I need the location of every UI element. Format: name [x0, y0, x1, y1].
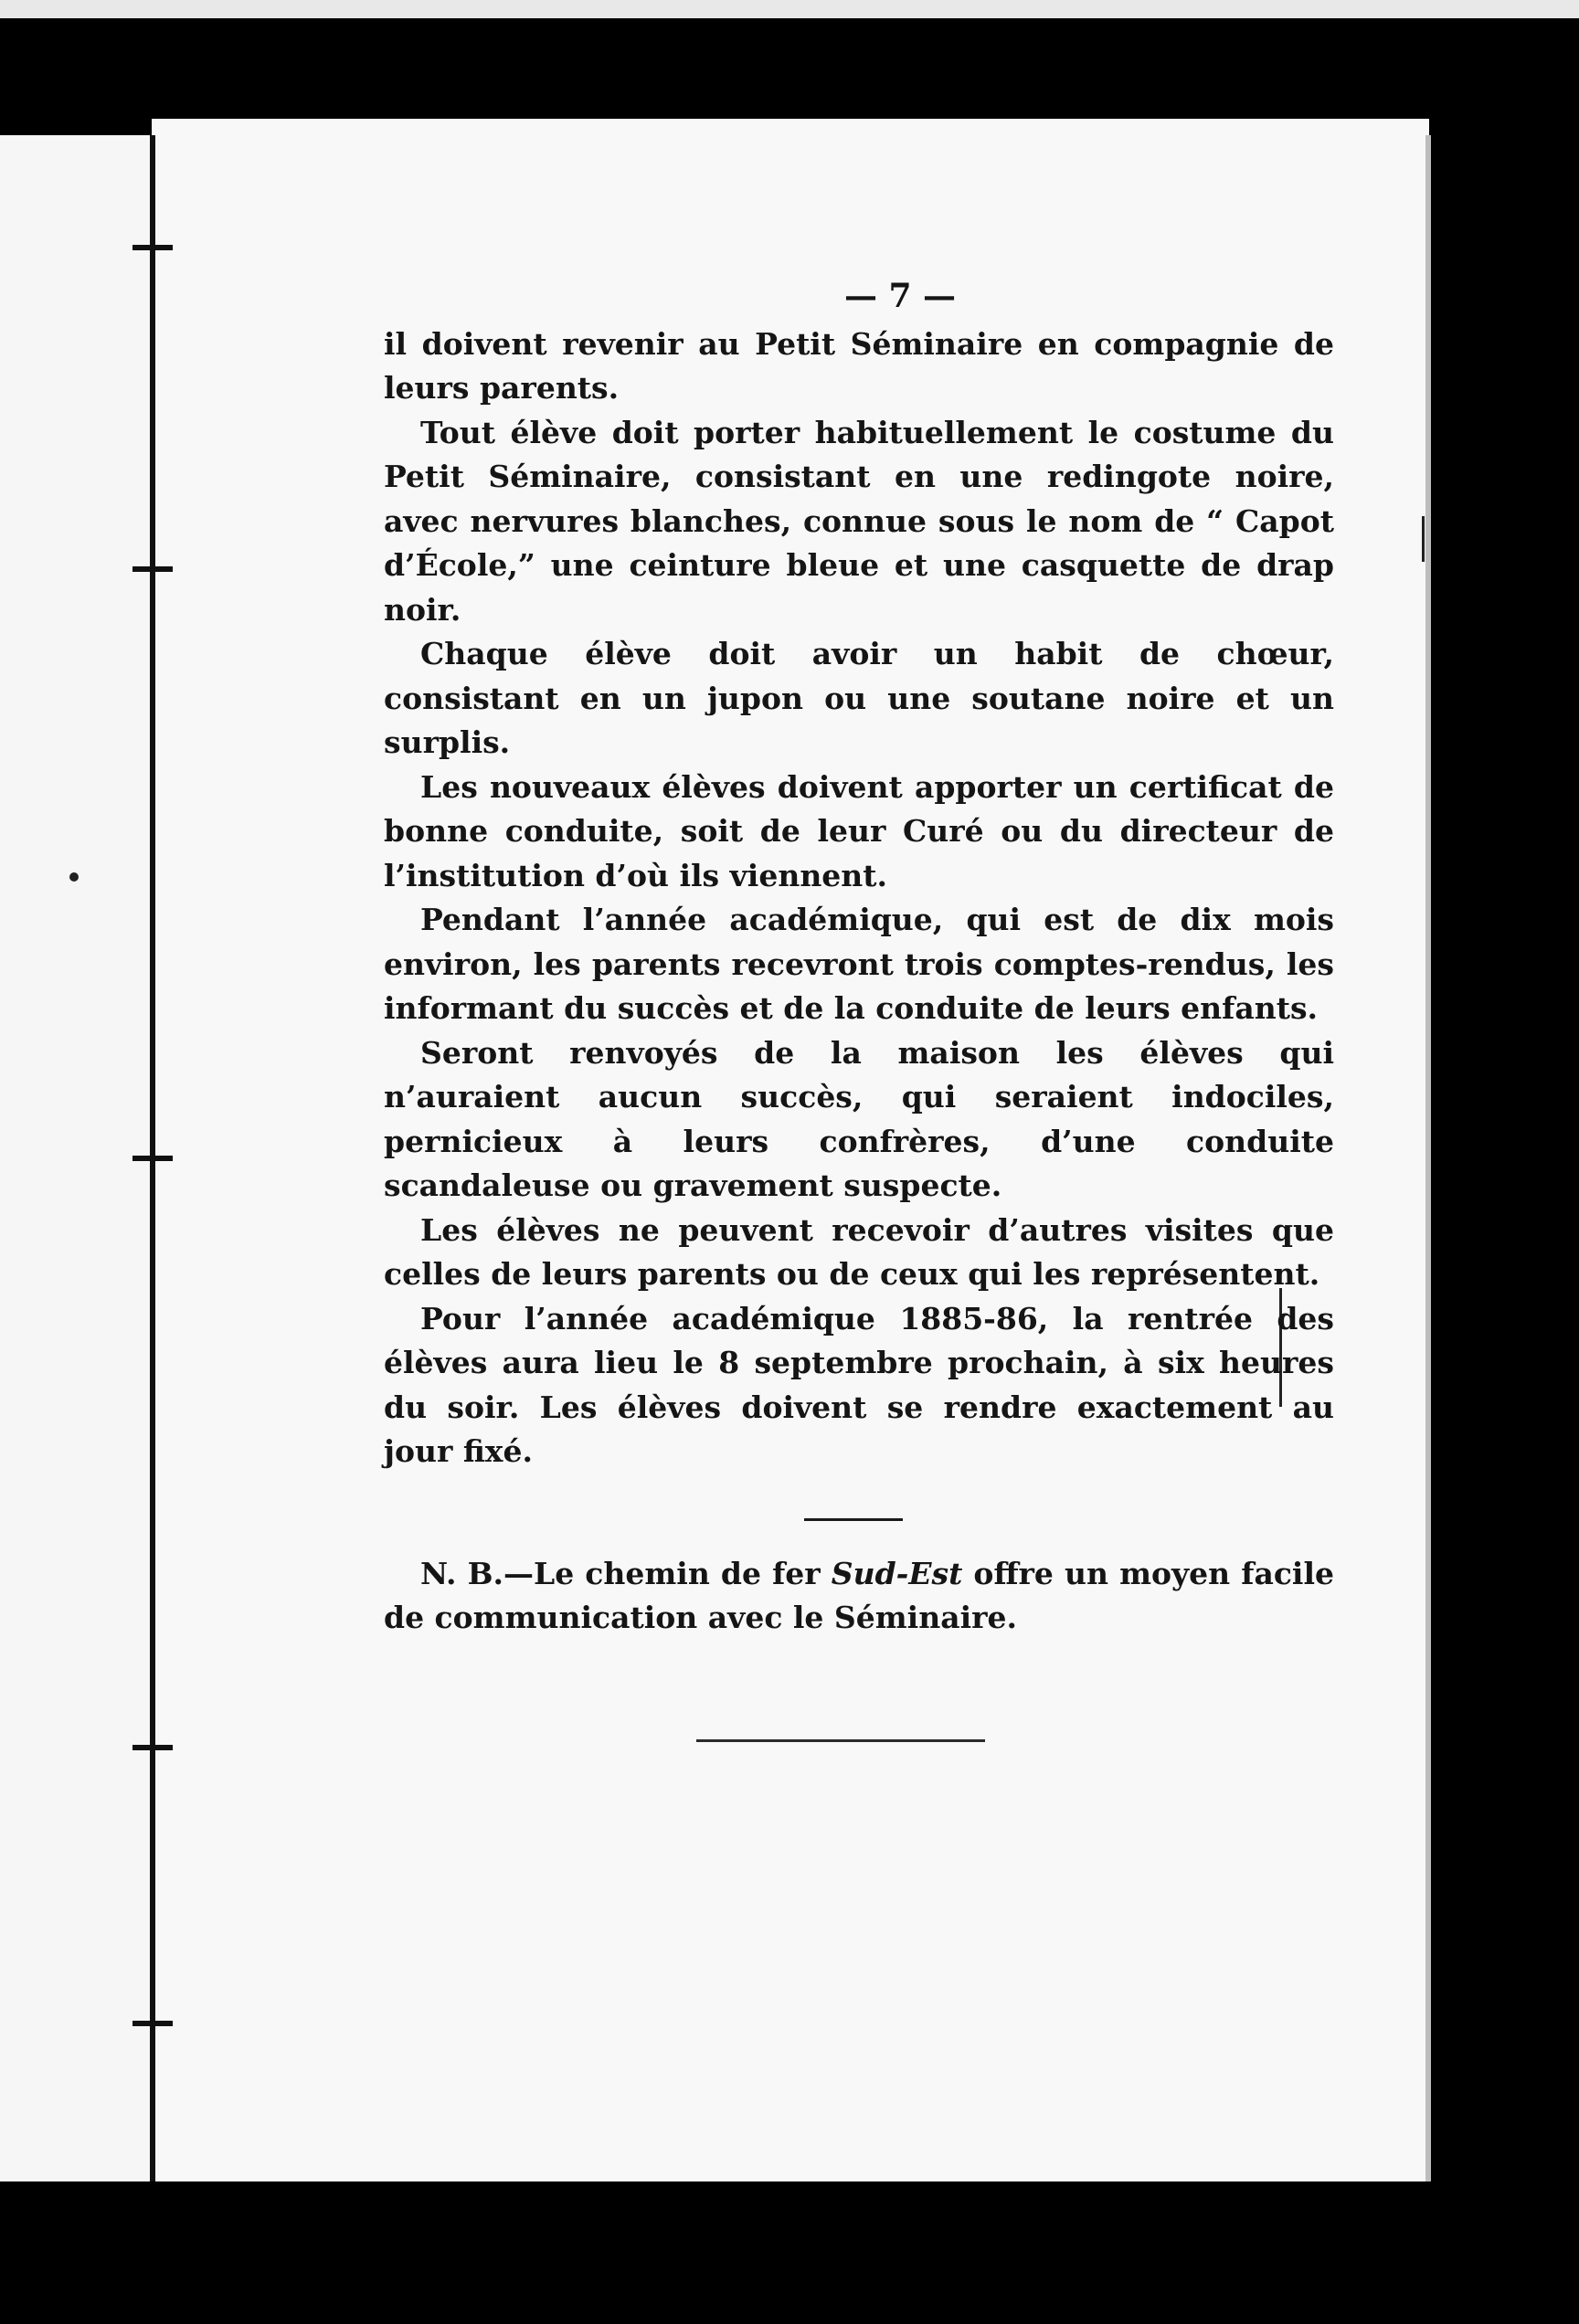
- paragraph-costume: Tout élève doit porter habituellement le costume du Petit Séminaire, consistant en une redingote noire, avec nervures blanches, connue sous le nom de “ Capot d’École,” une ceinture bleue et une casquette de drap noir.: [384, 414, 1334, 628]
- paragraph-1: il doivent revenir au Petit Séminaire en compagnie de leurs parents.: [384, 325, 1334, 406]
- paragraph-visits: Les élèves ne peuvent recevoir d’autres visites que celles de leurs parents ou de ceux qui les représentent.: [384, 1211, 1334, 1292]
- binding-tick: [132, 2021, 173, 2026]
- page-right-edge: [1425, 135, 1431, 2181]
- note-railway-name: Sud-Est: [831, 1555, 963, 1591]
- ink-blot: [69, 872, 79, 882]
- paragraph-reports: Pendant l’année académique, qui est de dix mois environ, les parents recevront trois comptes-rendus, les informant du succès et de la conduite de leurs enfants.: [384, 902, 1334, 1026]
- page-number: — 7 —: [843, 277, 957, 315]
- separator-rule-lower: [696, 1739, 985, 1742]
- note-suffix: offre un moyen facile de communication avec le Séminaire.: [384, 1555, 1335, 1635]
- paragraph-return-date: Pour l’année académique 1885-86, la rentrée des élèves aura lieu le 8 septembre prochain, à six heures du soir. Les élèves doivent se rendre exactement au jour fixé.: [384, 1300, 1334, 1469]
- note-railway: [384, 1552, 1334, 1641]
- paragraph-dismissal: Seront renvoyés de la maison les élèves qui n’auraient aucun succès, qui seraient indociles, pernicieux à leurs confrères, d’une conduite scandaleuse ou gravement suspecte.: [384, 1034, 1334, 1203]
- binding-tick: [132, 1156, 173, 1161]
- note-prefix: N. B.—Le chemin de fer: [420, 1555, 832, 1591]
- page-text: [384, 274, 1334, 1641]
- paragraph-choir-habit: Chaque élève doit avoir un habit de chœur, consistant en un jupon ou une soutane noire et un surplis.: [384, 636, 1334, 760]
- ink-stroke: [1422, 516, 1425, 562]
- binding-tick: [132, 1745, 173, 1750]
- binding-tick: [132, 566, 173, 572]
- separator-rule: [804, 1518, 903, 1521]
- binding-tick: [132, 245, 173, 250]
- facing-page-edge: [0, 135, 152, 2181]
- scan-top-strip: [0, 0, 1579, 18]
- paragraph-certificate: Les nouveaux élèves doivent apporter un certificat de bonne conduite, soit de leur Curé ou du directeur de l’institution d’où ils viennent.: [384, 768, 1334, 893]
